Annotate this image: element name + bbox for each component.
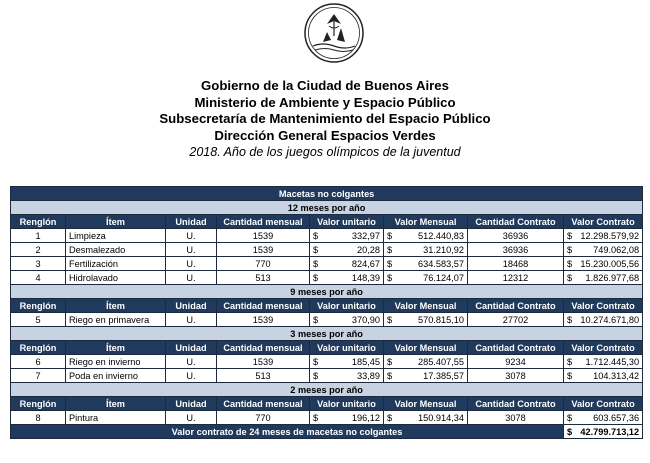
column-header: Renglón: [11, 341, 66, 355]
cell-valor-unitario: [310, 271, 384, 285]
total-label: Valor contrato de 24 meses de macetas no colgantes: [11, 425, 564, 439]
city-seal-icon: [303, 2, 365, 64]
cell-valor-mensual-amount: 512.440,83: [418, 230, 464, 241]
column-header: Ítem: [66, 397, 166, 411]
cell-valor-contrato: [564, 243, 643, 257]
header-directorate: Dirección General Espacios Verdes: [214, 127, 436, 143]
cell-unidad: U.: [166, 229, 217, 243]
column-header: Valor Contrato: [564, 397, 643, 411]
cell-valor-unitario-amount: 370,90: [351, 314, 380, 325]
column-header: Cantidad mensual: [217, 341, 310, 355]
column-header: Cantidad mensual: [217, 215, 310, 229]
cell-cantidad-contrato: 9234: [468, 355, 564, 369]
table-title-row: [11, 187, 643, 201]
column-header: Ítem: [66, 341, 166, 355]
cell-item: Pintura: [66, 411, 166, 425]
table-title: Macetas no colgantes: [11, 187, 643, 201]
column-header: Valor unitario: [310, 341, 384, 355]
cell-valor-mensual: [384, 229, 468, 243]
total-row: [11, 425, 643, 439]
currency-symbol: $: [313, 244, 319, 255]
currency-symbol: $: [567, 426, 573, 437]
cell-item: Limpieza: [66, 229, 166, 243]
cell-valor-unitario: [310, 257, 384, 271]
column-header: Cantidad Contrato: [468, 397, 564, 411]
cell-item: Hidrolavado: [66, 271, 166, 285]
table-row: [11, 369, 643, 383]
section-band: [11, 383, 643, 397]
cell-cantidad-mensual: 513: [217, 369, 310, 383]
currency-symbol: $: [313, 258, 319, 269]
total-value: [564, 425, 643, 439]
column-header: Ítem: [66, 299, 166, 313]
cell-valor-unitario: [310, 369, 384, 383]
section-label: 3 meses por año: [11, 327, 643, 341]
cell-valor-unitario-amount: 148,39: [351, 272, 380, 283]
cell-renglon: 4: [11, 271, 66, 285]
cell-item: Riego en primavera: [66, 313, 166, 327]
cell-renglon: 7: [11, 369, 66, 383]
section-label: 12 meses por año: [11, 201, 643, 215]
column-header: Unidad: [166, 341, 217, 355]
cell-valor-unitario-amount: 20,28: [357, 244, 380, 255]
section-band: [11, 201, 643, 215]
currency-symbol: $: [387, 314, 393, 325]
column-header: Cantidad mensual: [217, 299, 310, 313]
table-row: [11, 411, 643, 425]
table-row: [11, 271, 643, 285]
column-header: Unidad: [166, 397, 217, 411]
cell-cantidad-mensual: 513: [217, 271, 310, 285]
column-header-row: [11, 341, 643, 355]
cell-valor-mensual: [384, 369, 468, 383]
cell-item: Riego en invierno: [66, 355, 166, 369]
currency-symbol: $: [567, 272, 573, 283]
cell-item: Desmalezado: [66, 243, 166, 257]
cell-cantidad-mensual: 1539: [217, 313, 310, 327]
cell-cantidad-contrato: 3078: [468, 411, 564, 425]
pricing-table: [10, 186, 643, 439]
column-header: Cantidad Contrato: [468, 299, 564, 313]
column-header: Renglón: [11, 299, 66, 313]
section-band: [11, 327, 643, 341]
cell-unidad: U.: [166, 355, 217, 369]
header-subsecretariat: Subsecretaría de Mantenimiento del Espacio Público: [159, 111, 491, 126]
currency-symbol: $: [313, 412, 319, 423]
cell-item: Poda en invierno: [66, 369, 166, 383]
currency-symbol: $: [567, 314, 573, 325]
cell-valor-contrato-amount: 104.313,42: [593, 370, 640, 381]
cell-valor-mensual-amount: 76.124,07: [423, 272, 464, 283]
currency-symbol: $: [387, 412, 393, 423]
currency-symbol: $: [387, 356, 393, 367]
column-header: Valor Mensual: [384, 215, 468, 229]
column-header-row: [11, 397, 643, 411]
cell-valor-unitario: [310, 229, 384, 243]
cell-valor-mensual-amount: 570.815,10: [418, 314, 464, 325]
currency-symbol: $: [313, 230, 319, 241]
cell-valor-contrato: [564, 229, 643, 243]
currency-symbol: $: [387, 272, 393, 283]
cell-valor-unitario: [310, 313, 384, 327]
column-header: Valor unitario: [310, 215, 384, 229]
cell-cantidad-contrato: 27702: [468, 313, 564, 327]
section-label: 9 meses por año: [11, 285, 643, 299]
column-header: Valor Contrato: [564, 299, 643, 313]
column-header: Valor Mensual: [384, 299, 468, 313]
currency-symbol: $: [567, 356, 573, 367]
cell-valor-contrato: [564, 411, 643, 425]
cell-valor-contrato-amount: 15.230.005,56: [580, 258, 640, 269]
currency-symbol: $: [313, 370, 319, 381]
column-header: Valor unitario: [310, 397, 384, 411]
column-header: Cantidad mensual: [217, 397, 310, 411]
cell-valor-contrato-amount: 1.712.445,30: [585, 356, 640, 367]
cell-valor-mensual: [384, 257, 468, 271]
currency-symbol: $: [387, 370, 393, 381]
currency-symbol: $: [567, 370, 573, 381]
currency-symbol: $: [567, 244, 573, 255]
cell-valor-contrato: [564, 257, 643, 271]
cell-renglon: 3: [11, 257, 66, 271]
table-row: [11, 229, 643, 243]
cell-cantidad-mensual: 1539: [217, 355, 310, 369]
cell-valor-unitario-amount: 196,12: [351, 412, 380, 423]
currency-symbol: $: [313, 314, 319, 325]
cell-valor-mensual-amount: 634.583,57: [418, 258, 464, 269]
column-header-row: [11, 215, 643, 229]
currency-symbol: $: [387, 258, 393, 269]
currency-symbol: $: [313, 272, 319, 283]
table-row: [11, 355, 643, 369]
cell-valor-contrato-amount: 10.274.671,80: [580, 314, 640, 325]
document-header: [0, 78, 650, 160]
column-header: Ítem: [66, 215, 166, 229]
cell-valor-unitario-amount: 824,67: [351, 258, 380, 269]
cell-unidad: U.: [166, 257, 217, 271]
cell-unidad: U.: [166, 369, 217, 383]
header-government: Gobierno de la Ciudad de Buenos Aires: [201, 78, 449, 93]
table-row: [11, 257, 643, 271]
currency-symbol: $: [567, 258, 573, 269]
cell-valor-unitario-amount: 33,89: [357, 370, 380, 381]
column-header: Unidad: [166, 299, 217, 313]
cell-valor-mensual: [384, 243, 468, 257]
cell-cantidad-contrato: 36936: [468, 243, 564, 257]
cell-valor-contrato-amount: 749.062,08: [593, 244, 640, 255]
cell-valor-contrato-amount: 603.657,36: [593, 412, 640, 423]
cell-valor-contrato: [564, 369, 643, 383]
cell-cantidad-mensual: 770: [217, 411, 310, 425]
cell-valor-mensual-amount: 31.210,92: [423, 244, 464, 255]
column-header: Valor Contrato: [564, 341, 643, 355]
column-header: Renglón: [11, 215, 66, 229]
cell-renglon: 8: [11, 411, 66, 425]
cell-cantidad-contrato: 36936: [468, 229, 564, 243]
cell-renglon: 5: [11, 313, 66, 327]
cell-cantidad-contrato: 3078: [468, 369, 564, 383]
cell-valor-unitario: [310, 411, 384, 425]
cell-cantidad-mensual: 1539: [217, 229, 310, 243]
currency-symbol: $: [313, 356, 319, 367]
column-header: Renglón: [11, 397, 66, 411]
cell-renglon: 6: [11, 355, 66, 369]
table-row: [11, 313, 643, 327]
column-header: Cantidad Contrato: [468, 341, 564, 355]
cell-valor-mensual: [384, 271, 468, 285]
column-header: Valor Contrato: [564, 215, 643, 229]
cell-valor-contrato-amount: 1.826.977,68: [585, 272, 640, 283]
cell-valor-unitario: [310, 355, 384, 369]
cell-valor-contrato-amount: 12.298.579,92: [580, 230, 640, 241]
cell-cantidad-contrato: 18468: [468, 257, 564, 271]
cell-valor-contrato: [564, 271, 643, 285]
column-header: Valor Mensual: [384, 397, 468, 411]
cell-cantidad-mensual: 1539: [217, 243, 310, 257]
cell-valor-mensual: [384, 355, 468, 369]
header-motto: 2018. Año de los juegos olímpicos de la juventud: [189, 145, 461, 159]
cell-renglon: 2: [11, 243, 66, 257]
currency-symbol: $: [567, 412, 573, 423]
total-amount: 42.799.713,12: [580, 426, 640, 437]
cell-unidad: U.: [166, 313, 217, 327]
cell-valor-unitario-amount: 185,45: [351, 356, 380, 367]
section-band: [11, 285, 643, 299]
cell-valor-mensual-amount: 285.407,55: [418, 356, 464, 367]
column-header-row: [11, 299, 643, 313]
cell-valor-mensual-amount: 150.914,34: [418, 412, 464, 423]
table-row: [11, 243, 643, 257]
cell-valor-mensual: [384, 411, 468, 425]
cell-unidad: U.: [166, 271, 217, 285]
currency-symbol: $: [387, 244, 393, 255]
cell-valor-unitario: [310, 243, 384, 257]
cell-valor-mensual: [384, 313, 468, 327]
cell-valor-contrato: [564, 355, 643, 369]
cell-cantidad-mensual: 770: [217, 257, 310, 271]
cell-valor-mensual-amount: 17.385,57: [423, 370, 464, 381]
cell-unidad: U.: [166, 411, 217, 425]
cell-valor-unitario-amount: 332,97: [351, 230, 380, 241]
currency-symbol: $: [387, 230, 393, 241]
section-label: 2 meses por año: [11, 383, 643, 397]
cell-item: Fertilización: [66, 257, 166, 271]
cell-unidad: U.: [166, 243, 217, 257]
column-header: Unidad: [166, 215, 217, 229]
currency-symbol: $: [567, 230, 573, 241]
cell-valor-contrato: [564, 313, 643, 327]
cell-cantidad-contrato: 12312: [468, 271, 564, 285]
header-ministry: Ministerio de Ambiente y Espacio Público: [194, 94, 456, 110]
column-header: Cantidad Contrato: [468, 215, 564, 229]
column-header: Valor unitario: [310, 299, 384, 313]
cell-renglon: 1: [11, 229, 66, 243]
column-header: Valor Mensual: [384, 341, 468, 355]
